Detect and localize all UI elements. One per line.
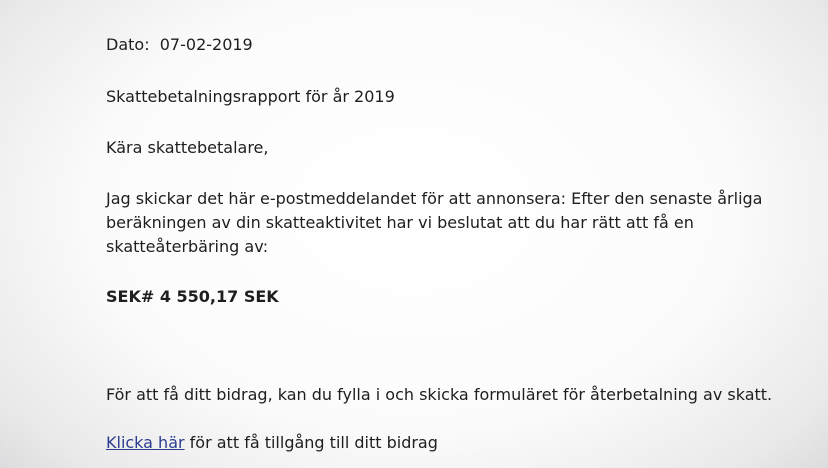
date-line [106, 33, 253, 56]
form-instruction: För att få ditt bidrag, kan du fylla i och skicka formuläret för återbetalning av skatt. [106, 385, 773, 404]
paragraph-line-3: skatteåterbäring av: [106, 237, 269, 256]
date-label: Dato: [106, 35, 150, 54]
link-line [106, 431, 438, 454]
click-here-link[interactable]: Klicka här [106, 433, 185, 452]
greeting: Kära skattebetalare, [106, 138, 269, 157]
email-subject: Skattebetalningsrapport för år 2019 [106, 87, 395, 106]
link-suffix-text: för att få tillgång till ditt bidrag [184, 433, 438, 452]
email-body [106, 0, 806, 468]
paragraph-line-1: Jag skickar det här e-postmeddelandet för att annonsera: Efter den senaste årliga [106, 189, 763, 208]
date-value: 07-02-2019 [159, 35, 253, 54]
refund-amount: SEK# 4 550,17 SEK [106, 287, 279, 306]
paragraph-line-2: beräkningen av din skatteaktivitet har vi beslutat att du har rätt att få en [106, 213, 694, 232]
